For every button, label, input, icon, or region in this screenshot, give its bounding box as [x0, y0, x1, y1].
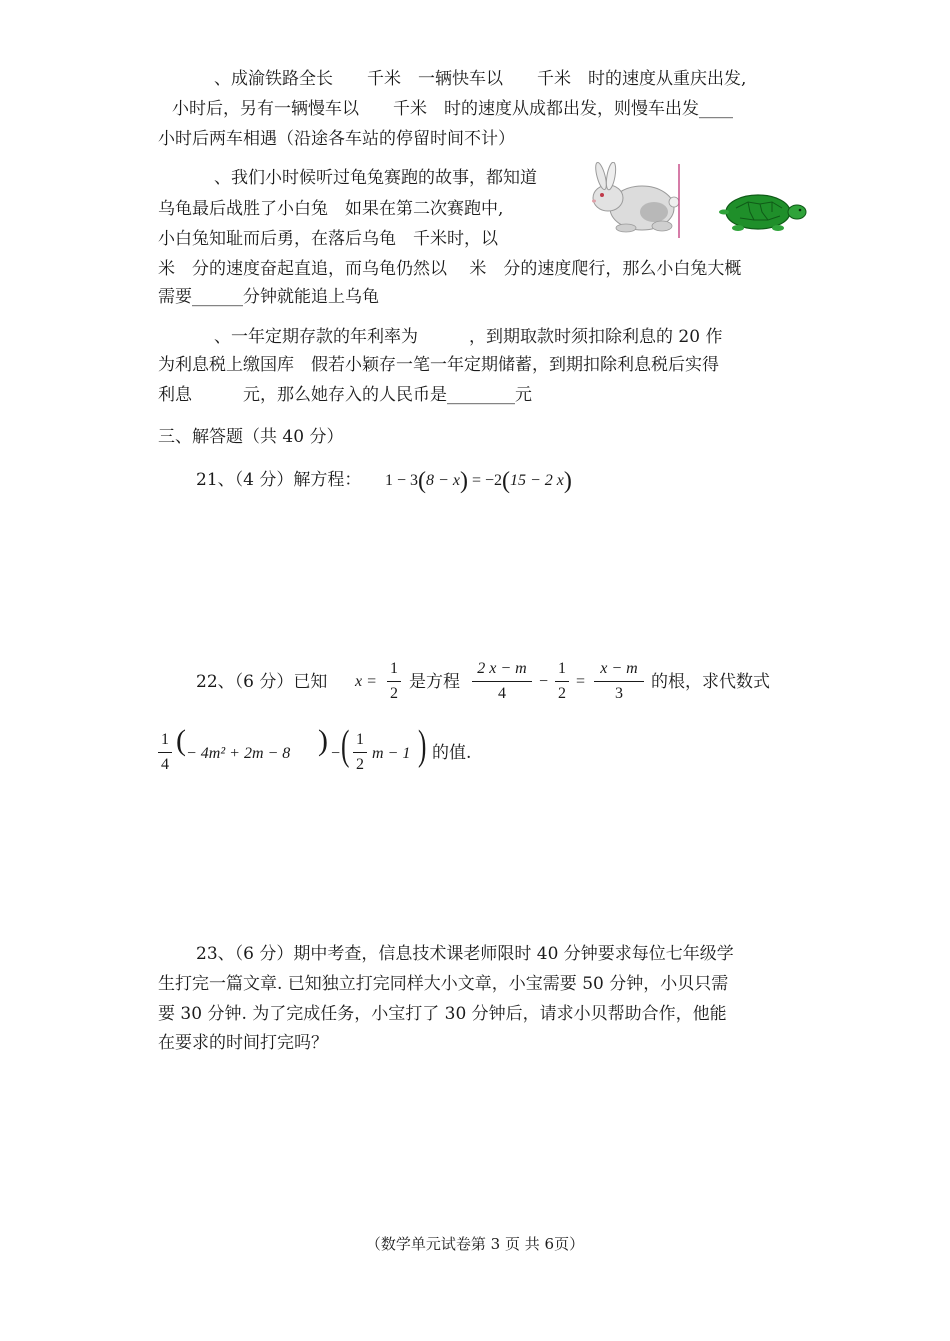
- q22-expr-m1: m − 1: [372, 745, 411, 762]
- q22-paren-open-1: (: [176, 724, 186, 757]
- q22-fraction-3: [594, 660, 644, 703]
- q22-quarter-num: 1: [161, 731, 169, 748]
- q22-paren-close-1: ): [318, 724, 328, 757]
- q22-paren-close-2: ): [418, 723, 427, 769]
- q22-minus: −: [539, 673, 549, 690]
- q23-line3: 要 30 分钟. 为了完成任务，小宝打了 30 分钟后，请求小贝帮助合作，他能: [158, 1004, 727, 1024]
- q23-line1: 23、（6 分）期中考查，信息技术课老师限时 40 分钟要求每位七年级学: [196, 944, 734, 964]
- q18-line1: 、成渝铁路全长 千米 一辆快车以 千米 时的速度从重庆出发,: [214, 69, 747, 89]
- q21-paren-open-1: (: [418, 468, 427, 494]
- q22-frac3-den: 3: [615, 685, 623, 702]
- q23-line4: 在要求的时间打完吗？: [158, 1033, 328, 1053]
- q21-paren-close-1: ): [459, 468, 468, 494]
- q22-suffix: 的根，求代数式: [651, 672, 770, 692]
- q22-frac3-bar: [594, 681, 644, 682]
- q22-frac2-num: 1: [558, 660, 566, 677]
- q21-label: 21、（4 分）解方程：: [196, 470, 362, 490]
- q22-prefix: 22、（6 分）已知: [196, 672, 328, 692]
- q22-half-fraction: [387, 660, 401, 703]
- q18-line3: 小时后两车相遇（沿途各车站的停留时间不计）: [158, 129, 515, 149]
- q22-half-den: 2: [390, 685, 398, 702]
- rabbit-illustration: [584, 162, 684, 240]
- q18-line2: 小时后，另有一辆慢车以 千米 时的速度从成都出发，则慢车出发____: [172, 99, 733, 119]
- q22-expr-half-num: 1: [356, 731, 364, 748]
- q22-x-eq: x =: [355, 673, 377, 690]
- q19-line1: 、我们小时候听过龟兔赛跑的故事，都知道: [214, 168, 537, 188]
- q22-expr-half-fraction: [353, 731, 367, 774]
- q21-eq-inner1: 8 − x: [426, 472, 460, 489]
- q22-half-num: 1: [390, 660, 398, 677]
- q19-line5: 需要______分钟就能追上乌龟: [158, 287, 379, 307]
- q21-equation: [385, 470, 572, 492]
- q22-frac2-den: 2: [558, 685, 566, 702]
- q22-half-bar: [387, 681, 401, 682]
- q19-line4: 米 分的速度奋起直追，而乌龟仍然以 米 分的速度爬行，那么小白兔大概: [158, 259, 742, 279]
- q20-line2: 为利息税上缴国库 假若小颖存一笔一年定期储蓄，到期扣除利息税后实得: [158, 355, 719, 375]
- turtle-illustration: [718, 190, 808, 234]
- q19-line3: 小白兔知耻而后勇，在落后乌龟 千米时，以: [158, 229, 498, 249]
- q21-eq-inner2: 15 − 2 x: [509, 472, 564, 489]
- q22-is-root-of: 是方程: [409, 672, 460, 692]
- page-footer: （数学单元试卷第 3 页 共 6页）: [365, 1235, 585, 1253]
- q21-eq-mid: = −2: [467, 472, 502, 489]
- q22-quarter-bar: [158, 752, 172, 753]
- q22-fraction-2: [555, 660, 569, 703]
- q22-frac2-bar: [555, 681, 569, 682]
- q21-paren-open-2: (: [501, 468, 510, 494]
- q19-line2: 乌龟最后战胜了小白兔 如果在第二次赛跑中,: [158, 199, 504, 219]
- q22-quarter-fraction: [158, 731, 172, 774]
- q22-frac1-den: 4: [498, 685, 506, 702]
- q22-expr-inner: − 4m² + 2m − 8: [186, 745, 291, 762]
- q21-paren-close-2: ): [563, 468, 572, 494]
- q22-paren-open-2: (: [341, 723, 350, 769]
- q22-expr-tail: 的值.: [432, 743, 472, 763]
- q22-frac1-num: 2 x − m: [477, 660, 527, 677]
- q23-line2: 生打完一篇文章. 已知独立打完同样大小文章，小宝需要 50 分钟，小贝只需: [158, 974, 729, 994]
- q22-quarter-den: 4: [161, 756, 169, 773]
- q21-eq-left: 1 − 3: [385, 472, 419, 489]
- q22-equals: =: [576, 673, 586, 690]
- q22-fraction-1: [472, 660, 532, 703]
- section-title: 三、解答题（共 40 分）: [158, 427, 344, 447]
- q20-line1: 、一年定期存款的年利率为 ，到期取款时须扣除利息的 20 作: [214, 327, 723, 347]
- q22-frac3-num: x − m: [600, 660, 638, 677]
- q22-frac1-bar: [472, 681, 532, 682]
- q20-line3: 利息 元，那么她存入的人民币是________元: [158, 385, 532, 405]
- q22-expr-half-bar: [353, 752, 367, 753]
- q22-expr-minus: −: [331, 745, 341, 762]
- q22-expr-half-den: 2: [356, 756, 364, 773]
